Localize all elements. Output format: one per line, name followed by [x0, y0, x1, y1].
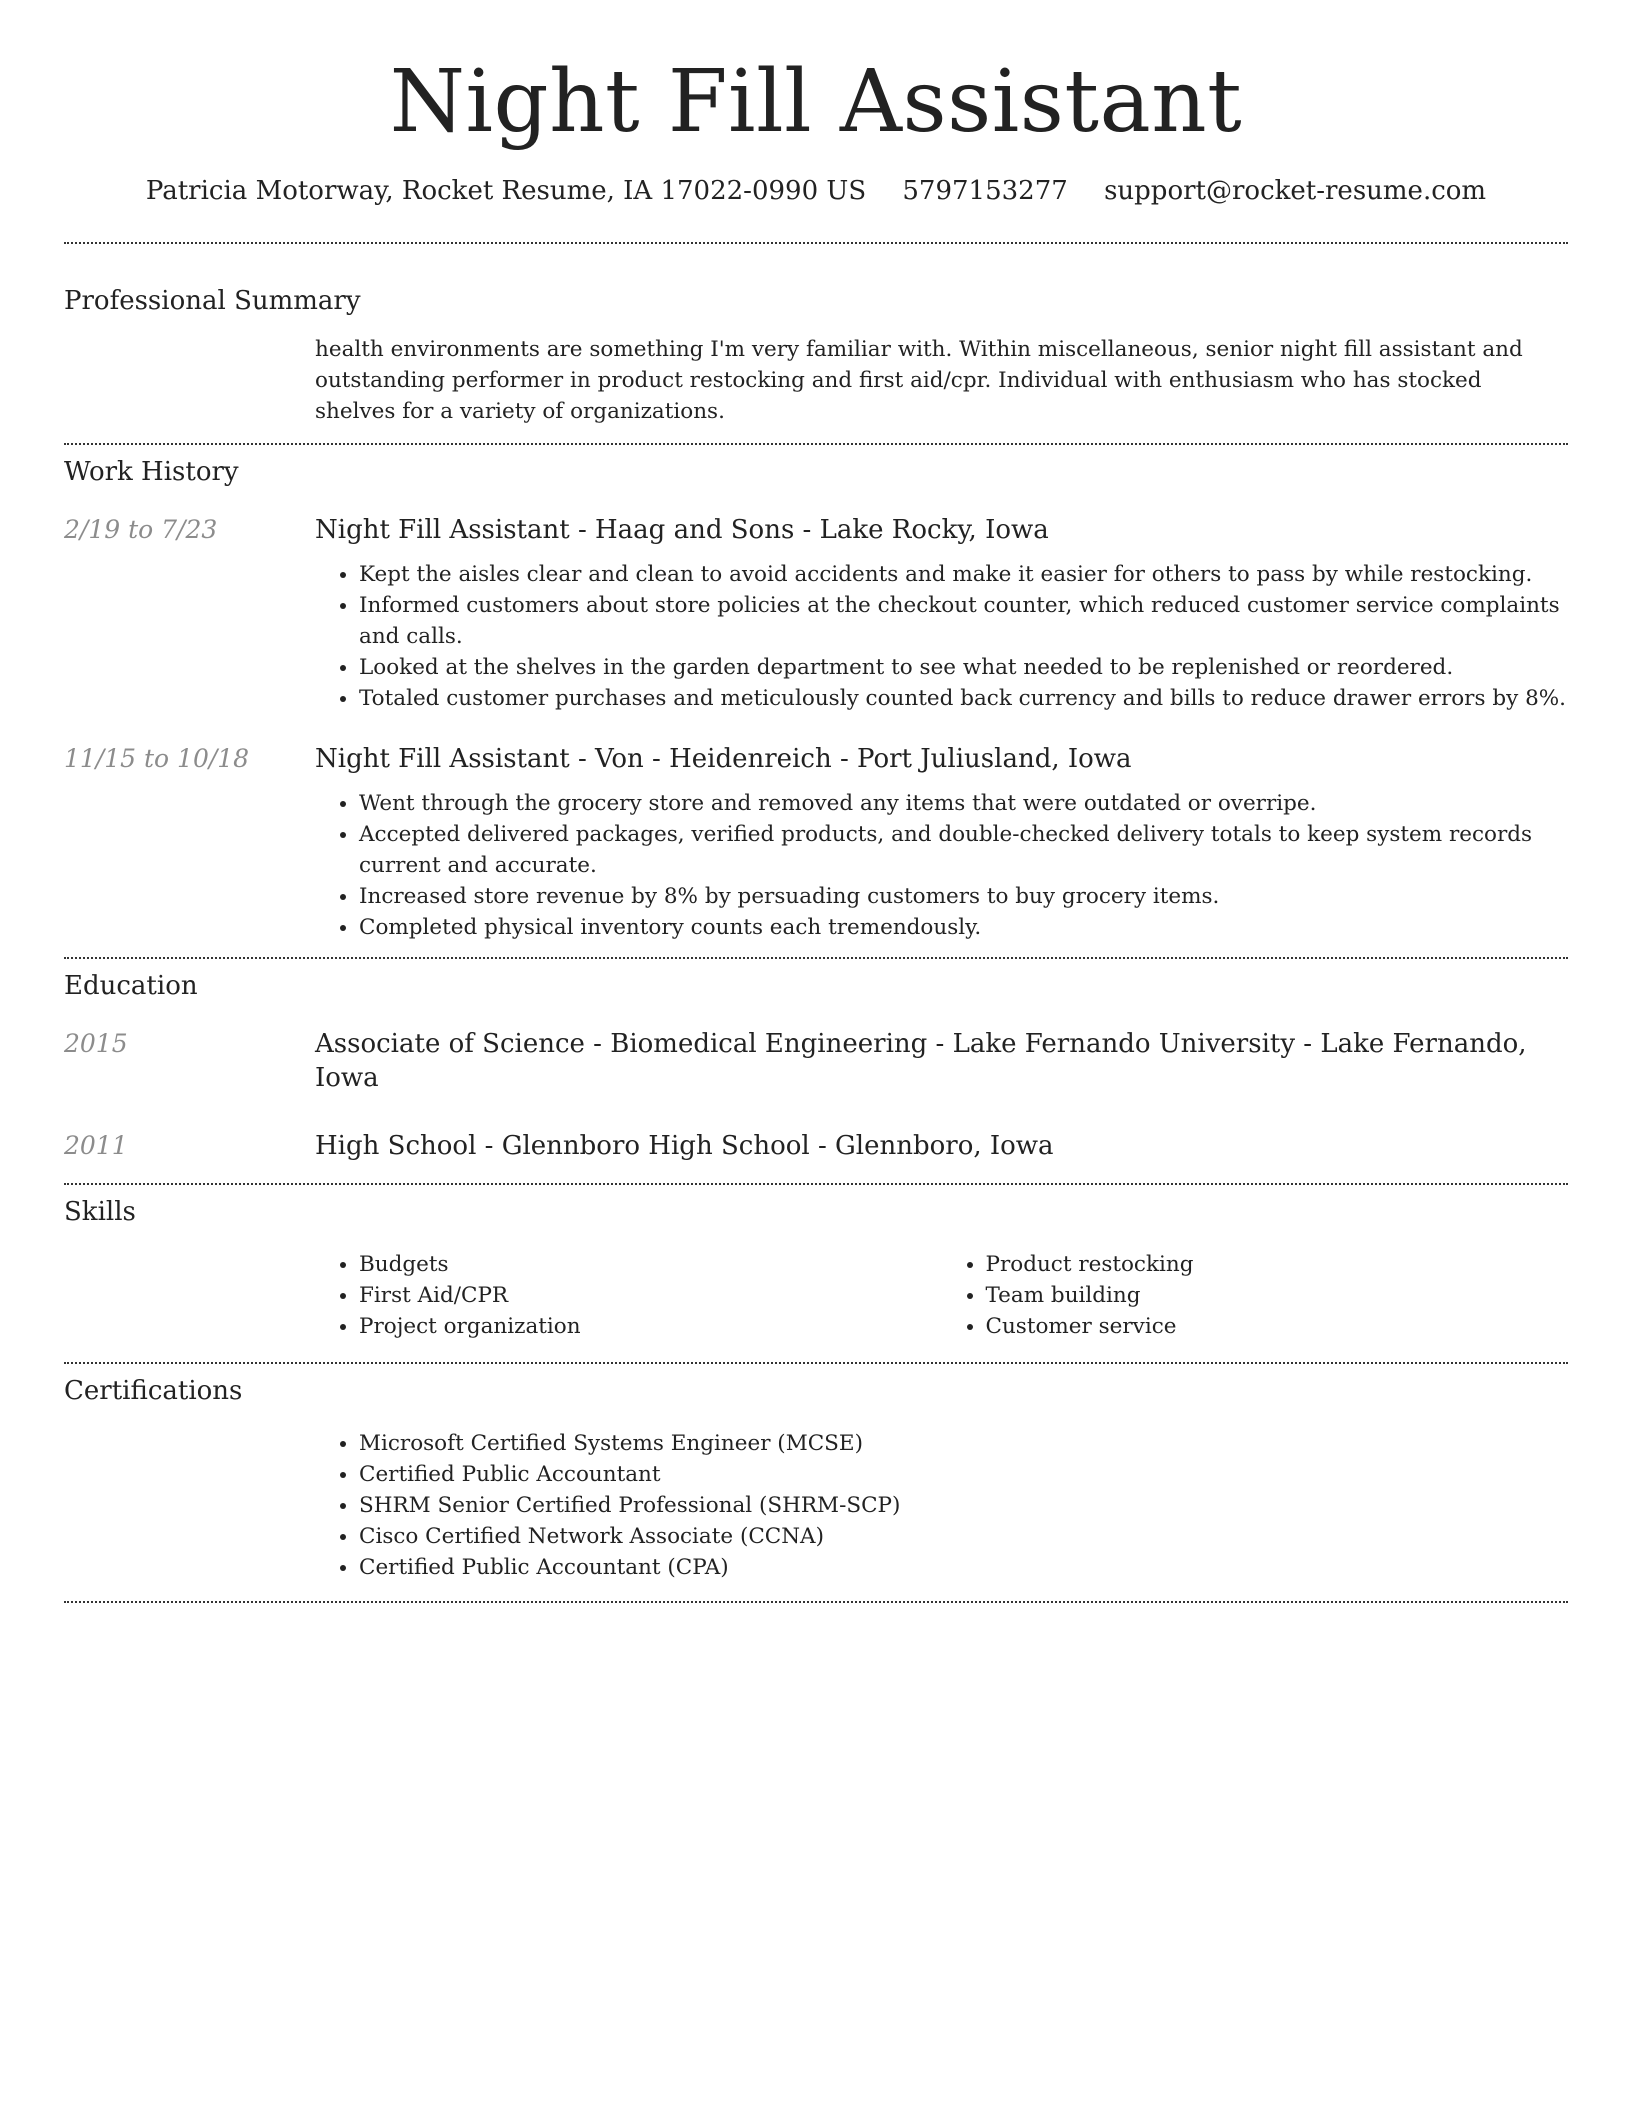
job-entry [64, 513, 1568, 714]
list-item: • Totaled customer purchases and meticulously counted back currency and bills to reduce drawer errors by 8%. [359, 683, 1568, 714]
certifications-list [315, 1428, 1568, 1583]
skills-column [942, 1249, 1569, 1342]
certification-item: • Cisco Certified Network Associate (CCNA) [359, 1521, 1568, 1552]
certification-item: • Microsoft Certified Systems Engineer (MCSE) [359, 1428, 1568, 1459]
candidate-name: Night Fill Assistant [389, 52, 1243, 152]
section-title-skills: Skills [64, 1197, 136, 1227]
education-title [315, 1027, 1568, 1095]
job-role: Night Fill Assistant [315, 744, 570, 774]
skill-item: • First Aid/CPR [359, 1280, 942, 1311]
education-year: 2011 [64, 1131, 128, 1160]
list-item: • Went through the grocery store and removed any items that were outdated or overripe. [359, 788, 1568, 819]
education-entry [64, 1129, 1568, 1163]
list-item: • Completed physical inventory counts each tremendously. [359, 912, 1568, 943]
job-dates: 2/19 to 7/23 [64, 515, 218, 544]
job-bullets [315, 559, 1568, 714]
certification-item: • Certified Public Accountant (CPA) [359, 1552, 1568, 1583]
list-item: • Accepted delivered packages, verified products, and double-checked delivery totals to keep system records current and accurate. [359, 819, 1568, 881]
divider [64, 443, 1568, 445]
job-title [315, 513, 1568, 547]
education-details: - Glennboro High School - Glennboro, Iowa [476, 1131, 1054, 1161]
list-item: • Increased store revenue by 8% by persuading customers to buy grocery items. [359, 881, 1568, 912]
skill-item: • Team building [986, 1280, 1569, 1311]
divider [64, 957, 1568, 959]
list-item: • Looked at the shelves in the garden department to see what needed to be replenished or reordered. [359, 652, 1568, 683]
job-details: - Von - Heidenreich - Port Juliusland, Iowa [569, 744, 1132, 774]
job-bullets [315, 788, 1568, 943]
certification-item: • Certified Public Accountant [359, 1459, 1568, 1490]
job-details: - Haag and Sons - Lake Rocky, Iowa [569, 515, 1049, 545]
contact-line [64, 174, 1568, 208]
section-title-education: Education [64, 971, 198, 1001]
education-degree: Associate of Science - Biomedical Engineering [315, 1029, 928, 1059]
education-details: - Lake Fernando University - Lake Fernando, Iowa [315, 1029, 1527, 1093]
divider [64, 242, 1568, 244]
section-title-summary: Professional Summary [64, 286, 361, 316]
skill-item: • Product restocking [986, 1249, 1569, 1280]
contact-phone: 5797153277 [902, 176, 1068, 206]
section-title-work: Work History [64, 457, 239, 487]
skill-item: • Customer service [986, 1311, 1569, 1342]
divider [64, 1601, 1568, 1603]
contact-address: Patricia Motorway, Rocket Resume, IA 17022-0990 US [145, 176, 867, 206]
education-year: 2015 [64, 1029, 128, 1058]
divider [64, 1362, 1568, 1364]
job-entry [64, 742, 1568, 943]
skill-item: • Budgets [359, 1249, 942, 1280]
skills-list [315, 1237, 1568, 1342]
section-title-certifications: Certifications [64, 1376, 243, 1406]
divider [64, 1183, 1568, 1185]
skill-item: • Project organization [359, 1311, 942, 1342]
summary-text: health environments are something I'm very familiar with. Within miscellaneous, senior night fill assistant and outstanding performer in product restocking and first aid/cpr. Individual with enthusiasm who has stocked shelves for a variety of organizations. [315, 337, 1523, 424]
list-item: • Informed customers about store policies at the checkout counter, which reduced customer service complaints and calls. [359, 590, 1568, 652]
contact-email[interactable]: support@rocket-resume.com [1104, 176, 1487, 206]
job-dates: 11/15 to 10/18 [64, 744, 250, 773]
resume-page [64, 0, 1568, 1603]
education-degree: High School [315, 1131, 477, 1161]
education-title [315, 1129, 1568, 1163]
job-role: Night Fill Assistant [315, 515, 570, 545]
certification-item: • SHRM Senior Certified Professional (SHRM-SCP) [359, 1490, 1568, 1521]
education-entry [64, 1027, 1568, 1095]
job-title [315, 742, 1568, 776]
list-item: • Kept the aisles clear and clean to avoid accidents and make it easier for others to pass by while restocking. [359, 559, 1568, 590]
skills-column [315, 1249, 942, 1342]
